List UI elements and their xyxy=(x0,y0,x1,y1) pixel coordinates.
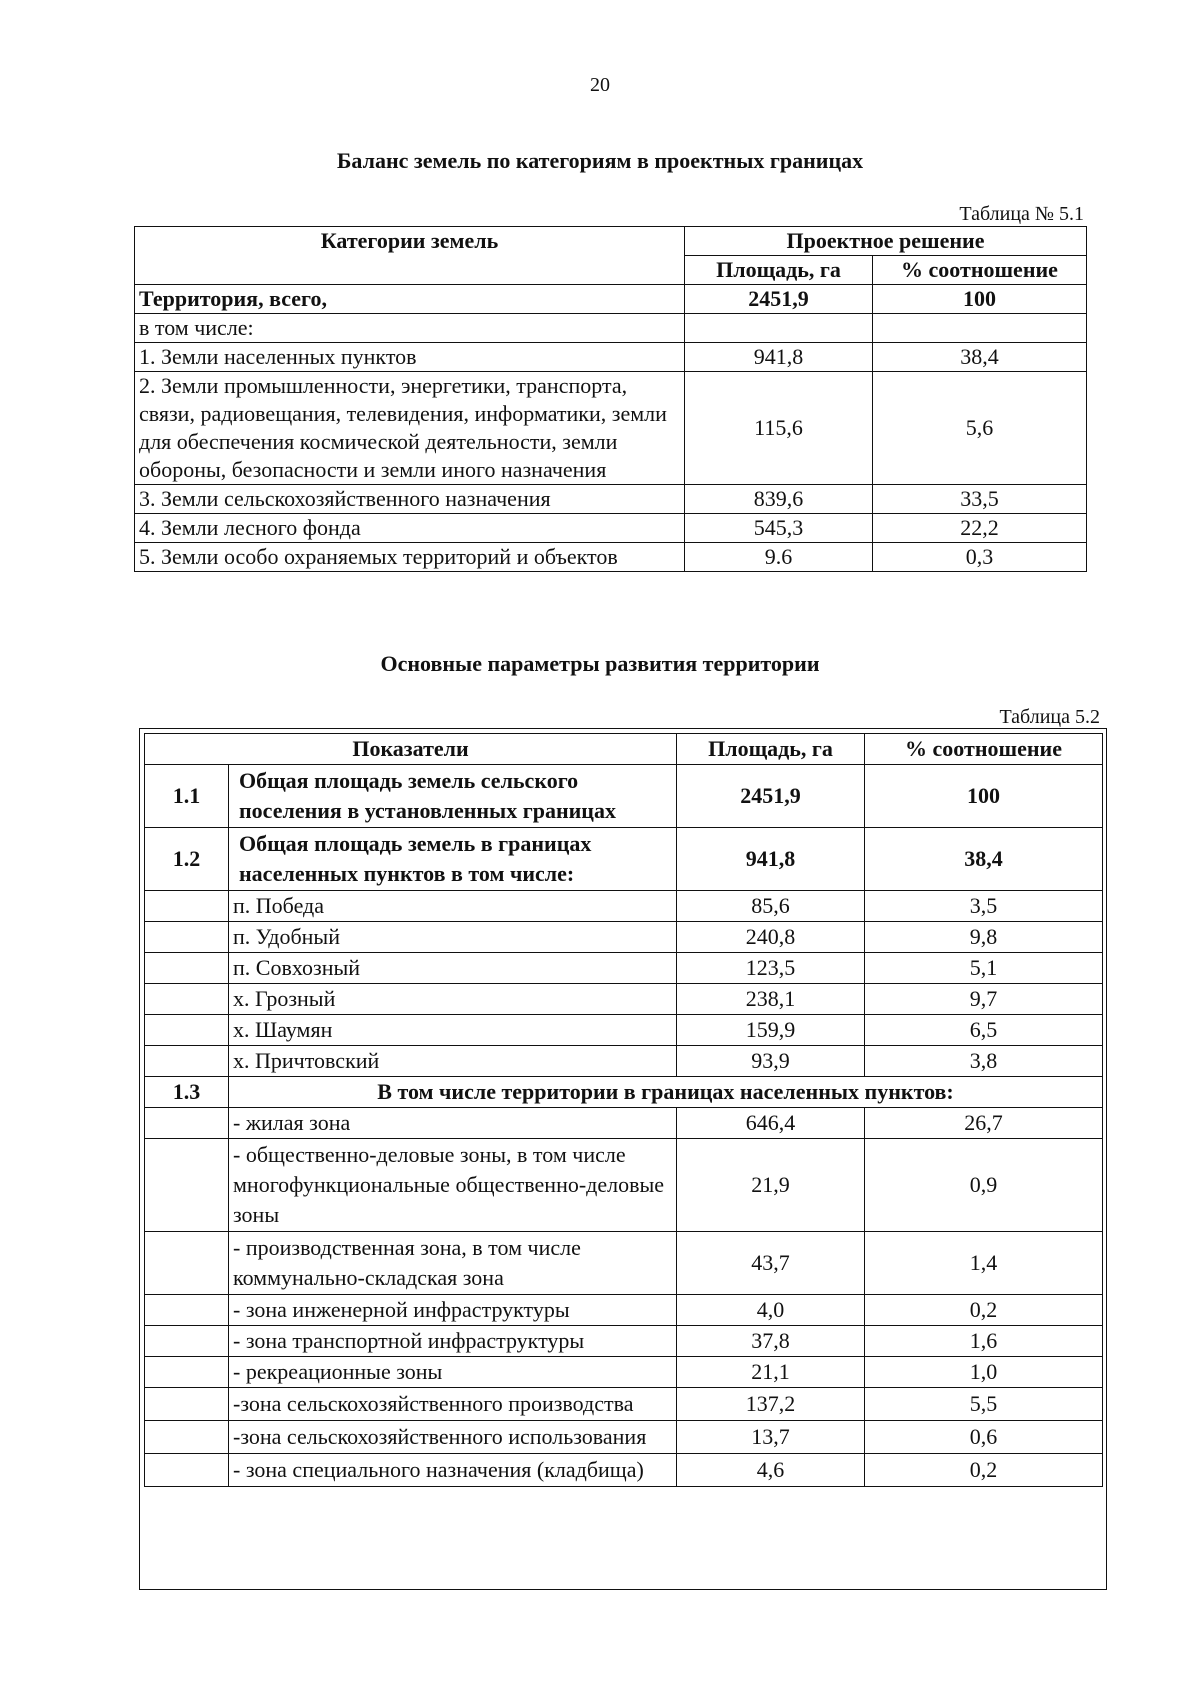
cell-ratio: 0,6 xyxy=(865,1421,1103,1454)
table-row xyxy=(145,1388,1103,1421)
cell-area xyxy=(685,314,873,343)
cell-ratio: 9,8 xyxy=(865,922,1103,953)
cell-label: 3. Земли сельскохозяйственного назначения xyxy=(135,485,685,514)
header-cell-ratio: % соотношение xyxy=(873,256,1087,285)
table-row xyxy=(145,922,1103,953)
cell-area: 545,3 xyxy=(685,514,873,543)
cell-label: - рекреационные зоны xyxy=(229,1357,677,1388)
cell-ratio: 1,0 xyxy=(865,1357,1103,1388)
cell-label: х. Причтовский xyxy=(229,1046,677,1077)
cell-label: 5. Земли особо охраняемых территорий и объектов xyxy=(135,543,685,572)
table-row xyxy=(135,343,1087,372)
cell-area: 13,7 xyxy=(677,1421,865,1454)
table-row xyxy=(145,828,1103,891)
table-row xyxy=(145,1015,1103,1046)
cell-ratio: 38,4 xyxy=(873,343,1087,372)
cell-num xyxy=(145,891,229,922)
table-row xyxy=(145,1454,1103,1487)
cell-area: 2451,9 xyxy=(685,285,873,314)
cell-area: 43,7 xyxy=(677,1232,865,1295)
cell-label: 4. Земли лесного фонда xyxy=(135,514,685,543)
table-row xyxy=(145,891,1103,922)
header-cell-project: Проектное решение xyxy=(685,227,1087,256)
cell-ratio xyxy=(873,314,1087,343)
cell-area: 115,6 xyxy=(685,372,873,485)
cell-area: 159,9 xyxy=(677,1015,865,1046)
table-row xyxy=(145,1295,1103,1326)
table-row xyxy=(135,285,1087,314)
cell-ratio: 1,6 xyxy=(865,1326,1103,1357)
cell-area: 85,6 xyxy=(677,891,865,922)
cell-num xyxy=(145,1108,229,1139)
cell-ratio: 0,9 xyxy=(865,1139,1103,1232)
cell-ratio: 26,7 xyxy=(865,1108,1103,1139)
table-row xyxy=(145,1077,1103,1108)
table-row xyxy=(135,372,1087,485)
cell-num xyxy=(145,1388,229,1421)
cell-num xyxy=(145,1454,229,1487)
cell-ratio: 1,4 xyxy=(865,1232,1103,1295)
table-row xyxy=(145,984,1103,1015)
cell-num xyxy=(145,1295,229,1326)
cell-label: - жилая зона xyxy=(229,1108,677,1139)
cell-ratio: 5,5 xyxy=(865,1388,1103,1421)
cell-num xyxy=(145,984,229,1015)
header-cell-ratio: % соотношение xyxy=(865,734,1103,765)
cell-num: 1.2 xyxy=(145,828,229,891)
cell-area: 37,8 xyxy=(677,1326,865,1357)
header-cell-indicators: Показатели xyxy=(145,734,677,765)
cell-num xyxy=(145,922,229,953)
cell-ratio: 38,4 xyxy=(865,828,1103,891)
cell-area: 21,9 xyxy=(677,1139,865,1232)
cell-ratio: 0,3 xyxy=(873,543,1087,572)
cell-label: -зона сельскохозяйственного использования xyxy=(229,1421,677,1454)
cell-area: 4,6 xyxy=(677,1454,865,1487)
table-row xyxy=(145,1421,1103,1454)
page-number: 20 xyxy=(590,74,610,96)
cell-label: х. Шаумян xyxy=(229,1015,677,1046)
cell-ratio: 100 xyxy=(873,285,1087,314)
cell-area: 4,0 xyxy=(677,1295,865,1326)
cell-ratio: 33,5 xyxy=(873,485,1087,514)
cell-label: - зона транспортной инфраструктуры xyxy=(229,1326,677,1357)
cell-label: Территория, всего, xyxy=(135,285,685,314)
cell-label: п. Победа xyxy=(229,891,677,922)
table-row xyxy=(145,1139,1103,1232)
table-row xyxy=(135,485,1087,514)
cell-area: 21,1 xyxy=(677,1357,865,1388)
cell-area: 137,2 xyxy=(677,1388,865,1421)
cell-label: Общая площадь земель сельского поселения в установленных границах xyxy=(229,765,677,828)
cell-section-heading: В том числе территории в границах населенных пунктов: xyxy=(229,1077,1103,1108)
header-cell-categories: Категории земель xyxy=(135,227,685,285)
table-row xyxy=(135,314,1087,343)
table-row xyxy=(145,953,1103,984)
cell-ratio: 9,7 xyxy=(865,984,1103,1015)
table-header-row xyxy=(135,227,1087,256)
cell-ratio: 3,8 xyxy=(865,1046,1103,1077)
table-row xyxy=(135,543,1087,572)
cell-num xyxy=(145,953,229,984)
cell-label: п. Удобный xyxy=(229,922,677,953)
cell-ratio: 0,2 xyxy=(865,1295,1103,1326)
header-cell-area: Площадь, га xyxy=(685,256,873,285)
cell-num xyxy=(145,1015,229,1046)
cell-label: -зона сельскохозяйственного производства xyxy=(229,1388,677,1421)
cell-ratio: 22,2 xyxy=(873,514,1087,543)
cell-num: 1.3 xyxy=(145,1077,229,1108)
cell-num xyxy=(145,1421,229,1454)
cell-area: 839,6 xyxy=(685,485,873,514)
table-row xyxy=(145,1046,1103,1077)
table-row xyxy=(145,1232,1103,1295)
cell-ratio: 3,5 xyxy=(865,891,1103,922)
table-caption-5-2: Таблица 5.2 xyxy=(999,706,1100,728)
cell-label: - производственная зона, в том числе коммунально-складская зона xyxy=(229,1232,677,1295)
cell-area: 9.6 xyxy=(685,543,873,572)
section-title-land-balance: Баланс земель по категориям в проектных границах xyxy=(336,148,864,173)
table-row xyxy=(145,765,1103,828)
cell-ratio: 0,2 xyxy=(865,1454,1103,1487)
cell-label: х. Грозный xyxy=(229,984,677,1015)
table-row xyxy=(145,1326,1103,1357)
cell-label: - общественно-деловые зоны, в том числе многофункциональные общественно-деловые зоны xyxy=(229,1139,677,1232)
cell-ratio: 100 xyxy=(865,765,1103,828)
table-row xyxy=(145,1108,1103,1139)
cell-area: 93,9 xyxy=(677,1046,865,1077)
cell-area: 240,8 xyxy=(677,922,865,953)
cell-area: 2451,9 xyxy=(677,765,865,828)
cell-num xyxy=(145,1139,229,1232)
cell-area: 941,8 xyxy=(677,828,865,891)
cell-label: Общая площадь земель в границах населенных пунктов в том числе: xyxy=(229,828,677,891)
land-balance-table xyxy=(134,226,1087,572)
section-title-development-params: Основные параметры развития территории xyxy=(380,651,820,676)
development-params-table xyxy=(144,733,1103,1487)
table-row xyxy=(135,514,1087,543)
cell-label: - зона инженерной инфраструктуры xyxy=(229,1295,677,1326)
cell-area: 941,8 xyxy=(685,343,873,372)
cell-label: 2. Земли промышленности, энергетики, транспорта, связи, радиовещания, телевидения, информатики, земли для обеспечения космической деятельности, земли обороны, безопасности и земли иного назначения xyxy=(135,372,685,485)
table-caption-5-1: Таблица № 5.1 xyxy=(959,203,1084,225)
cell-num xyxy=(145,1046,229,1077)
table-header-row xyxy=(145,734,1103,765)
cell-label: п. Совхозный xyxy=(229,953,677,984)
cell-ratio: 5,6 xyxy=(873,372,1087,485)
cell-num: 1.1 xyxy=(145,765,229,828)
cell-ratio: 6,5 xyxy=(865,1015,1103,1046)
cell-area: 123,5 xyxy=(677,953,865,984)
cell-num xyxy=(145,1326,229,1357)
cell-num xyxy=(145,1357,229,1388)
cell-num xyxy=(145,1232,229,1295)
cell-label: - зона специального назначения (кладбища) xyxy=(229,1454,677,1487)
table-row xyxy=(145,1357,1103,1388)
header-cell-area: Площадь, га xyxy=(677,734,865,765)
cell-area: 238,1 xyxy=(677,984,865,1015)
cell-label: в том числе: xyxy=(135,314,685,343)
cell-label: 1. Земли населенных пунктов xyxy=(135,343,685,372)
cell-area: 646,4 xyxy=(677,1108,865,1139)
cell-ratio: 5,1 xyxy=(865,953,1103,984)
